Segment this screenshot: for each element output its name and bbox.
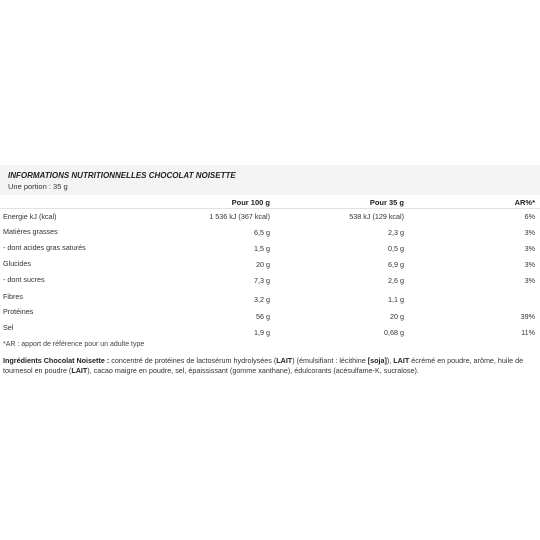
ingredients-text: ), xyxy=(386,356,394,365)
table-row xyxy=(0,323,540,337)
row-value-per35: 1,1 g xyxy=(388,295,404,304)
row-value-ar: 3% xyxy=(524,244,535,253)
ingredients-text: concentré de protéines de lactosérum hydrolysées ( xyxy=(109,356,277,365)
row-value-per35: 2,3 g xyxy=(388,228,404,237)
row-label: Matières grasses xyxy=(3,227,58,236)
row-label: Glucides xyxy=(3,259,31,268)
table-row xyxy=(0,275,540,289)
row-label: Energie kJ (kcal) xyxy=(3,212,57,221)
table-header-panel xyxy=(0,165,540,195)
column-header-ar: AR%* xyxy=(514,198,535,207)
row-label: - dont acides gras saturés xyxy=(3,243,86,252)
row-value-per100: 1,9 g xyxy=(254,328,270,337)
row-value-per100: 3,2 g xyxy=(254,295,270,304)
row-label: - dont sucres xyxy=(3,275,45,284)
allergen-text: LAIT xyxy=(393,356,410,365)
portion-size: Une portion : 35 g xyxy=(8,182,68,191)
table-row xyxy=(0,292,540,306)
row-value-per100: 1,5 g xyxy=(254,244,270,253)
row-value-ar: 6% xyxy=(524,212,535,221)
row-value-per35: 20 g xyxy=(390,312,404,321)
ingredients-text: ), cacao maigre en poudre, sel, épaississant (gomme xanthane), édulcorants (acésulfame-K, sucralose). xyxy=(87,366,419,375)
allergen-text: [soja] xyxy=(367,356,387,365)
row-label: Protéines xyxy=(3,307,34,316)
table-row xyxy=(0,227,540,241)
row-value-ar: 3% xyxy=(524,276,535,285)
row-value-per35: 0,68 g xyxy=(384,328,404,337)
header-divider xyxy=(0,208,540,209)
row-label: Fibres xyxy=(3,292,23,301)
column-header-per35: Pour 35 g xyxy=(369,198,404,207)
row-value-ar: 3% xyxy=(524,260,535,269)
allergen-text: LAIT xyxy=(276,356,293,365)
row-value-per100: 6,5 g xyxy=(254,228,270,237)
row-value-per100: 20 g xyxy=(256,260,270,269)
table-row xyxy=(0,212,540,226)
ingredients-text: écrémé en poudre, arôme, huile de tournesol en poudre ( xyxy=(3,356,524,375)
row-label: Sel xyxy=(3,323,14,332)
ingredients-heading: Ingrédients Chocolat Noisette : xyxy=(3,356,110,365)
table-row xyxy=(0,259,540,273)
row-value-ar: 39% xyxy=(520,312,535,321)
row-value-per100: 1 536 kJ (367 kcal) xyxy=(209,212,270,221)
ingredients-text: ) (émulsifiant : lécithine xyxy=(292,356,368,365)
row-value-ar: 11% xyxy=(521,328,535,337)
row-value-per35: 538 kJ (129 kcal) xyxy=(349,212,404,221)
table-row xyxy=(0,307,540,321)
row-value-per100: 56 g xyxy=(256,312,270,321)
allergen-text: LAIT xyxy=(71,366,88,375)
reference-footnote: *AR : apport de référence pour un adulte type xyxy=(3,341,145,348)
row-value-ar: 3% xyxy=(524,228,535,237)
row-value-per35: 0,5 g xyxy=(388,244,404,253)
table-row xyxy=(0,243,540,257)
row-value-per35: 2,6 g xyxy=(388,276,404,285)
ingredients-paragraph xyxy=(3,356,529,376)
row-value-per100: 7,3 g xyxy=(254,276,270,285)
table-title: INFORMATIONS NUTRITIONNELLES CHOCOLAT NOISETTE xyxy=(8,171,236,180)
row-value-per35: 6,9 g xyxy=(388,260,404,269)
column-header-per100: Pour 100 g xyxy=(231,198,270,207)
